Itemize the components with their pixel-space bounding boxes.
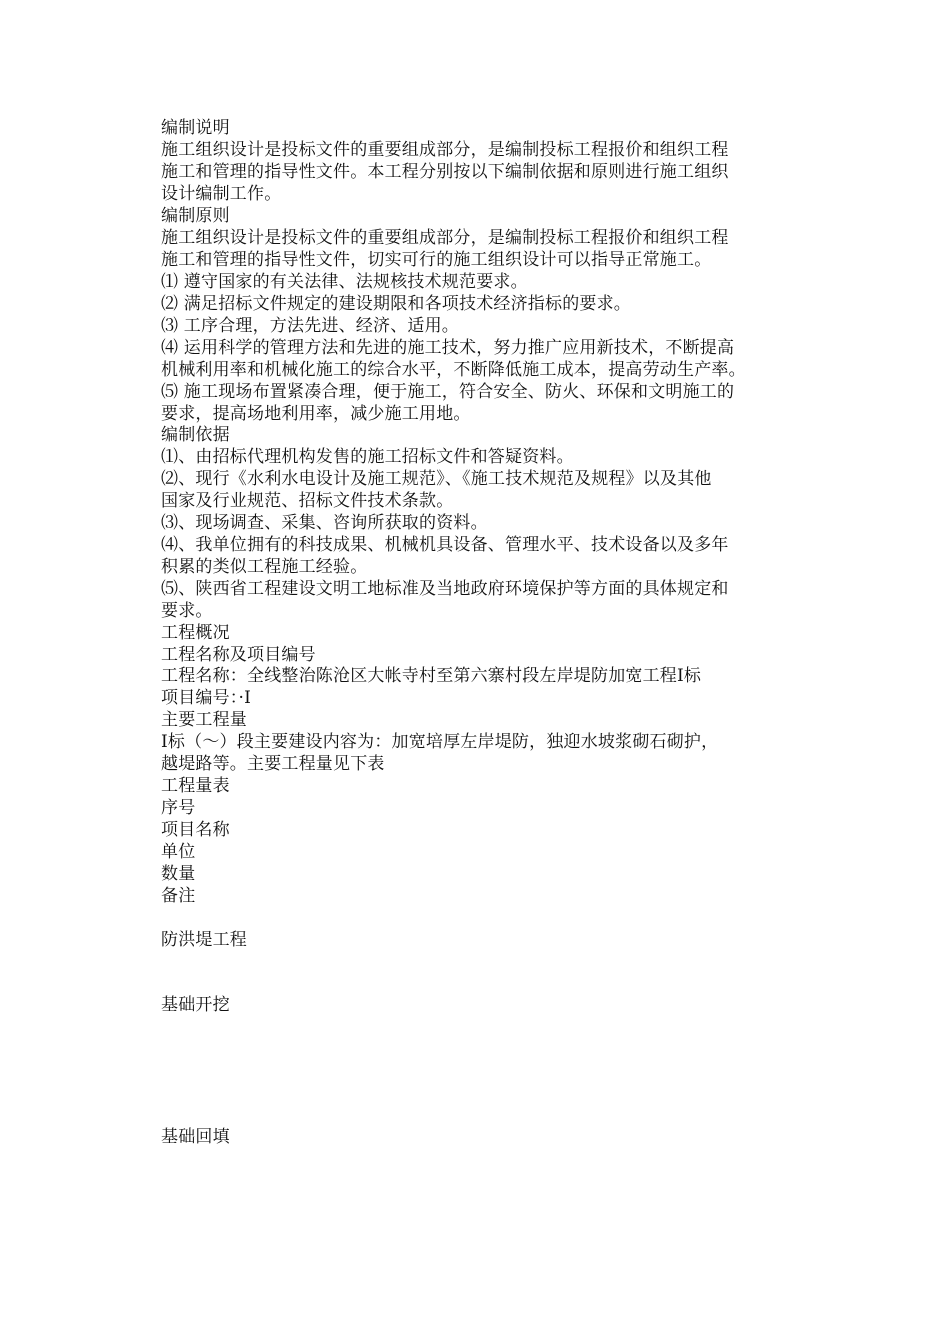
list-item: ⑵、现行《水利水电设计及施工规范》、《施工技术规范及规程》以及其他 bbox=[161, 469, 712, 489]
list-item: ⑴ 遵守国家的有关法律、法规核技术规范要求。 bbox=[161, 272, 528, 292]
section-heading-basis: 编制依据 bbox=[161, 425, 230, 445]
list-item: ⑸ 施工现场布置紧凑合理，便于施工，符合安全、防火、环保和文明施工的 bbox=[161, 382, 735, 402]
list-item-continuation: 要求，提高场地利用率，减少施工用地。 bbox=[161, 404, 471, 424]
table-cell: 防洪堤工程 bbox=[161, 930, 247, 950]
table-header-cell: 项目名称 bbox=[161, 820, 230, 840]
paragraph-line: Ⅰ标（～）段主要建设内容为：加宽培厚左岸堤防，独迎水坡浆砌石砌护， bbox=[161, 732, 719, 752]
paragraph-line: 施工和管理的指导性文件，切实可行的施工组织设计可以指导正常施工。 bbox=[161, 250, 712, 270]
section-heading-overview: 工程概况 bbox=[161, 623, 230, 643]
subsection-heading: 工程名称及项目编号 bbox=[161, 645, 316, 665]
project-number-line: 项目编号：·Ⅰ bbox=[161, 688, 252, 708]
list-item-continuation: 积累的类似工程施工经验。 bbox=[161, 557, 368, 577]
list-item: ⑷ 运用科学的管理方法和先进的施工技术，努力推广应用新技术，不断提高 bbox=[161, 338, 735, 358]
list-item-continuation: 要求。 bbox=[161, 601, 213, 621]
list-item: ⑶ 工序合理，方法先进、经济、适用。 bbox=[161, 316, 460, 336]
subsection-heading: 主要工程量 bbox=[161, 710, 247, 730]
table-cell: 基础开挖 bbox=[161, 995, 230, 1015]
section-heading-compilation-notes: 编制说明 bbox=[161, 118, 230, 138]
table-header-cell: 备注 bbox=[161, 886, 196, 906]
list-item: ⑴、由招标代理机构发售的施工招标文件和答疑资料。 bbox=[161, 447, 574, 467]
list-item: ⑶、现场调查、采集、咨询所获取的资料。 bbox=[161, 513, 488, 533]
list-item: ⑵ 满足招标文件规定的建设期限和各项技术经济指标的要求。 bbox=[161, 294, 632, 314]
section-heading-principles: 编制原则 bbox=[161, 206, 230, 226]
project-name-line: 工程名称：全线整治陈沧区大帐寺村至第六寨村段左岸堤防加宽工程Ⅰ标 bbox=[161, 666, 702, 686]
table-header-cell: 序号 bbox=[161, 798, 196, 818]
paragraph-line: 施工和管理的指导性文件。本工程分别按以下编制依据和原则进行施工组织 bbox=[161, 162, 729, 182]
paragraph-line: 越堤路等。主要工程量见下表 bbox=[161, 754, 385, 774]
list-item-continuation: 机械利用率和机械化施工的综合水平，不断降低施工成本，提高劳动生产率。 bbox=[161, 360, 746, 380]
paragraph-line: 设计编制工作。 bbox=[161, 184, 282, 204]
table-title: 工程量表 bbox=[161, 776, 230, 796]
list-item: ⑷、我单位拥有的科技成果、机械机具设备、管理水平、技术设备以及多年 bbox=[161, 535, 729, 555]
table-header-cell: 数量 bbox=[161, 864, 196, 884]
list-item-continuation: 国家及行业规范、招标文件技术条款。 bbox=[161, 491, 454, 511]
list-item: ⑸、陕西省工程建设文明工地标准及当地政府环境保护等方面的具体规定和 bbox=[161, 579, 729, 599]
table-cell: 基础回填 bbox=[161, 1127, 230, 1147]
paragraph-line: 施工组织设计是投标文件的重要组成部分，是编制投标工程报价和组织工程 bbox=[161, 140, 729, 160]
paragraph-line: 施工组织设计是投标文件的重要组成部分，是编制投标工程报价和组织工程 bbox=[161, 228, 729, 248]
table-header-cell: 单位 bbox=[161, 842, 196, 862]
